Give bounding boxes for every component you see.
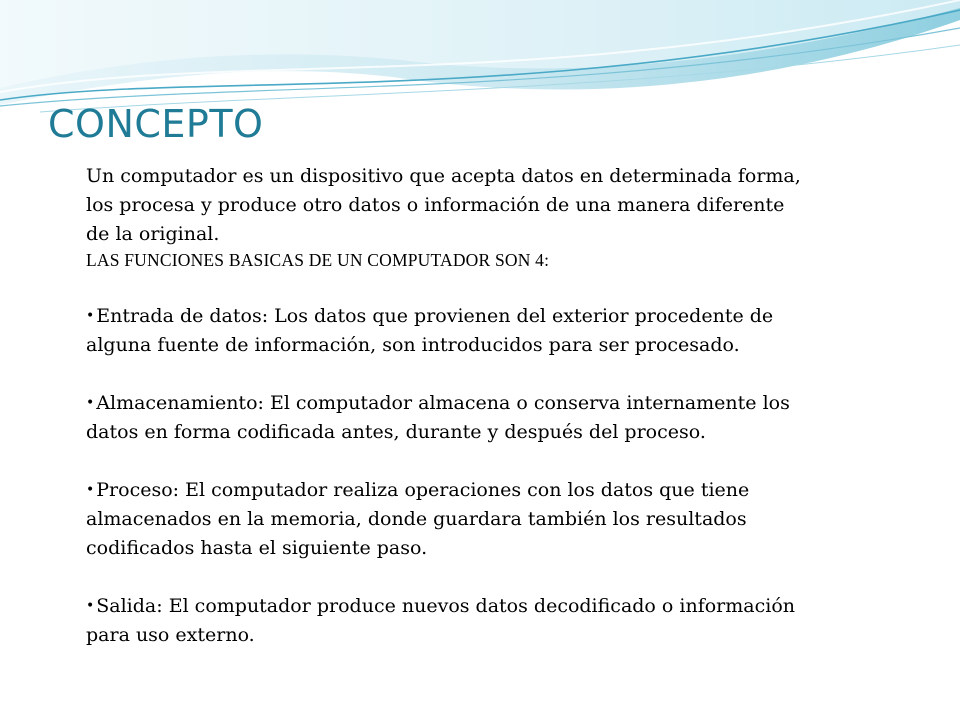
slide-title: CONCEPTO	[48, 102, 264, 146]
bullet-icon: •	[86, 395, 95, 411]
list-item-text: Proceso: El computador realiza operaciones con los datos que tiene almacenados en la memoria, donde guardara también los resultados codificados hasta el siguiente paso.	[86, 479, 750, 559]
functions-list	[86, 302, 806, 650]
slide-body	[86, 162, 806, 650]
list-item-proceso	[86, 476, 806, 563]
bullet-icon: •	[86, 598, 95, 614]
list-item-salida	[86, 592, 806, 650]
functions-heading: LAS FUNCIONES BASICAS DE UN COMPUTADOR SON 4:	[86, 250, 550, 270]
list-item-text: Entrada de datos: Los datos que provienen del exterior procedente de alguna fuente de información, son introducidos para ser procesado.	[86, 305, 774, 356]
list-item-text: Almacenamiento: El computador almacena o conserva internamente los datos en forma codificada antes, durante y después del proceso.	[86, 392, 790, 443]
bullet-icon: •	[86, 308, 95, 324]
list-item-entrada	[86, 302, 806, 360]
bullet-icon: •	[86, 482, 95, 498]
intro-paragraph: Un computador es un dispositivo que acepta datos en determinada forma, los procesa y produce otro datos o información de una manera diferente de la original.	[86, 165, 801, 245]
list-item-text: Salida: El computador produce nuevos datos decodificado o información para uso externo.	[86, 595, 795, 646]
list-item-almacenamiento	[86, 389, 806, 447]
